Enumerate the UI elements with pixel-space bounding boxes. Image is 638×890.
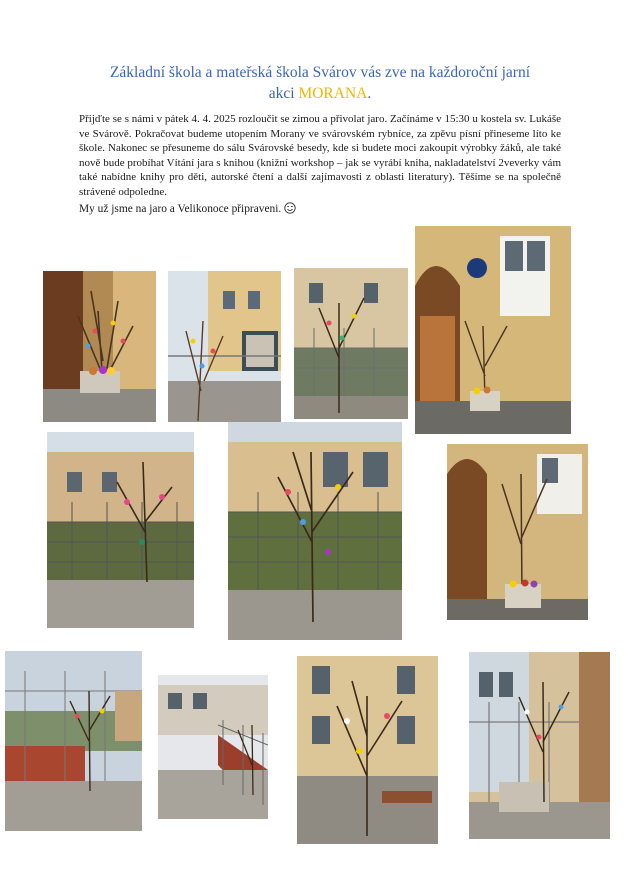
page-title <box>70 62 570 104</box>
photo-easter-tree-planter <box>43 271 156 422</box>
invitation-paragraph: Přijďte se s námi v pátek 4. 4. 2025 rozloučit se zimou a přivolat jaro. Začínáme v 15:30 u kostela sv. Lukáše ve Svárově. Pokračovat budeme utopením Morany ve svárovském rybníce, za zpěvu písní přineseme líto ke škole. Nakonec se přesuneme do sálu Svárovské besedy, kde si budete moci zakoupit výrobky žáků, ale také nově bude probíhat Vítání jara s knihou (knižní workshop – jak se vyrábí kniha, nakladatelství 2veverky vám také nabídne knihy pro děti, autorské čtení a další zajímavosti z oblasti literatury). Těšíme se na společně strávené odpoledne. <box>79 113 561 198</box>
title-suffix: . <box>367 85 372 102</box>
photo-tree-by-fence <box>294 268 408 419</box>
photo-tree-courtyard-bench <box>297 656 438 844</box>
closing-line <box>79 202 561 217</box>
photo-school-entrance-door <box>415 226 571 434</box>
title-prefix: akci <box>268 85 299 102</box>
title-line-1: Základní škola a mateřská škola Svárov vás zve na každoroční jarní <box>109 64 531 81</box>
photo-tree-corner-building <box>469 652 610 839</box>
photo-tree-pink-decorations <box>47 432 194 628</box>
photo-playground-fence <box>5 651 142 831</box>
photo-school-passage-fence <box>158 675 268 819</box>
invitation-text <box>79 112 561 216</box>
title-accent-morana: MORANA <box>298 85 368 102</box>
closing-text: My už jsme na jaro a Velikonoce připraveni. <box>79 202 282 215</box>
photo-tree-beside-door <box>447 444 588 620</box>
photo-tree-fence-colored-eggs <box>228 422 402 640</box>
smiley-icon <box>284 202 296 214</box>
title-line-2 <box>70 83 570 104</box>
photo-school-noticeboard <box>168 271 281 422</box>
